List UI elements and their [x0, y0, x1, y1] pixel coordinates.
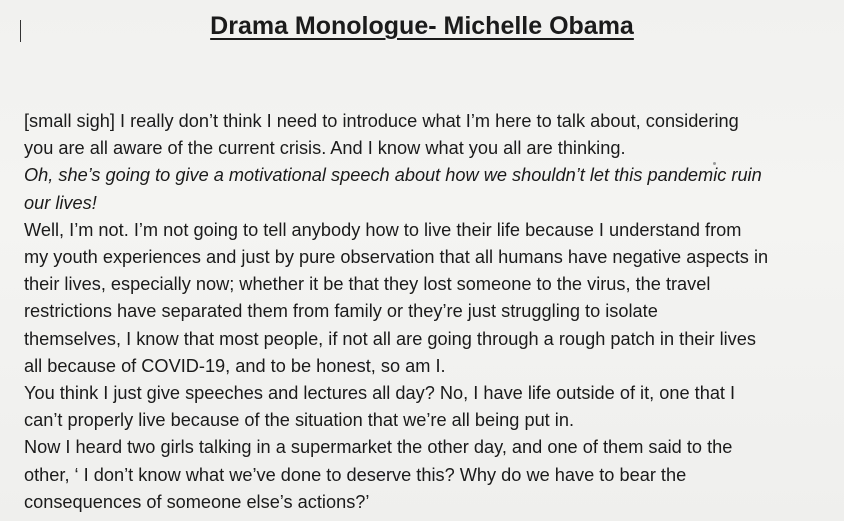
monologue-line: all because of COVID-19, and to be honest, so am I. [24, 355, 446, 376]
monologue-line: Now I heard two girls talking in a supermarket the other day, and one of them said to the [24, 437, 733, 458]
monologue-line: you are all aware of the current crisis. And I know what you all are thinking. [24, 138, 626, 159]
monologue-line-italic: Oh, she’s going to give a motivational speech about how we shouldn’t let this pandemic ruin [24, 165, 762, 186]
document-title-container [0, 8, 844, 44]
monologue-line: my youth experiences and just by pure observation that all humans have negative aspects in [24, 247, 769, 268]
monologue-line: can’t properly live because of the situation that we’re all being put in. [24, 410, 574, 431]
monologue-line: Well, I’m not. I’m not going to tell anybody how to live their life because I understand from [24, 219, 742, 240]
monologue-body [24, 108, 836, 516]
document-title: Drama Monologue- Michelle Obama [210, 12, 634, 40]
monologue-line: You think I just give speeches and lectures all day? No, I have life outside of it, one that I [24, 383, 736, 404]
monologue-line: [small sigh] I really don’t think I need to introduce what I’m here to talk about, considering [24, 111, 739, 131]
monologue-line: other, ‘ I don’t know what we’ve done to deserve this? Why do we have to bear the [24, 464, 687, 485]
monologue-line: their lives, especially now; whether it be that they lost someone to the virus, the travel [24, 274, 711, 295]
monologue-line: restrictions have separated them from family or they’re just struggling to isolate [24, 301, 658, 322]
monologue-line-italic: our lives! [24, 192, 97, 213]
monologue-line: themselves, I know that most people, if not all are going through a rough patch in their lives [24, 328, 756, 349]
monologue-line: consequences of someone else’s actions?’ [24, 491, 370, 512]
